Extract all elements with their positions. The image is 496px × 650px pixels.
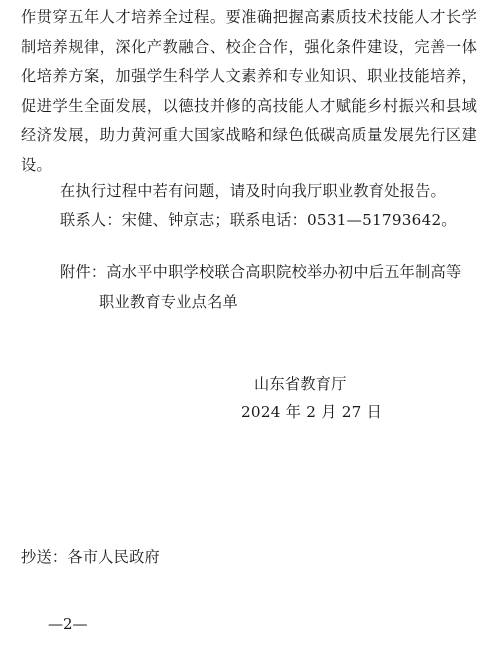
attachment-line-1: 附件：高水平中职学校联合高职院校举办初中后五年制高等 [60,263,462,281]
page-number: —2— [48,615,88,633]
body-paragraph: 作贯穿五年人才培养全过程。要准确把握高素质技术技能人才长学制培养规律，深化产教融合、校企合作，强化条件建设，完善一体化培养方案，加强学生科学人文素养和专业知识、职业技能培养，促进学生全面发展，以德技并修的高技能人才赋能乡村振兴和县域经济发展，助力黄河重大国家战略和绿色低碳高质量发展先行区建设。 [21,8,477,174]
attachment-line-2: 职业教育专业点名单 [99,293,238,311]
cc-recipients: 抄送：各市人民政府 [21,548,160,566]
contact-info: 联系人：宋健、钟京志；联系电话：0531—51793642。 [60,211,457,229]
issue-date: 2024 年 2 月 27 日 [241,403,383,421]
report-instruction: 在执行过程中若有问题，请及时向我厅职业教育处报告。 [60,182,446,200]
issuing-authority: 山东省教育厅 [254,375,347,393]
